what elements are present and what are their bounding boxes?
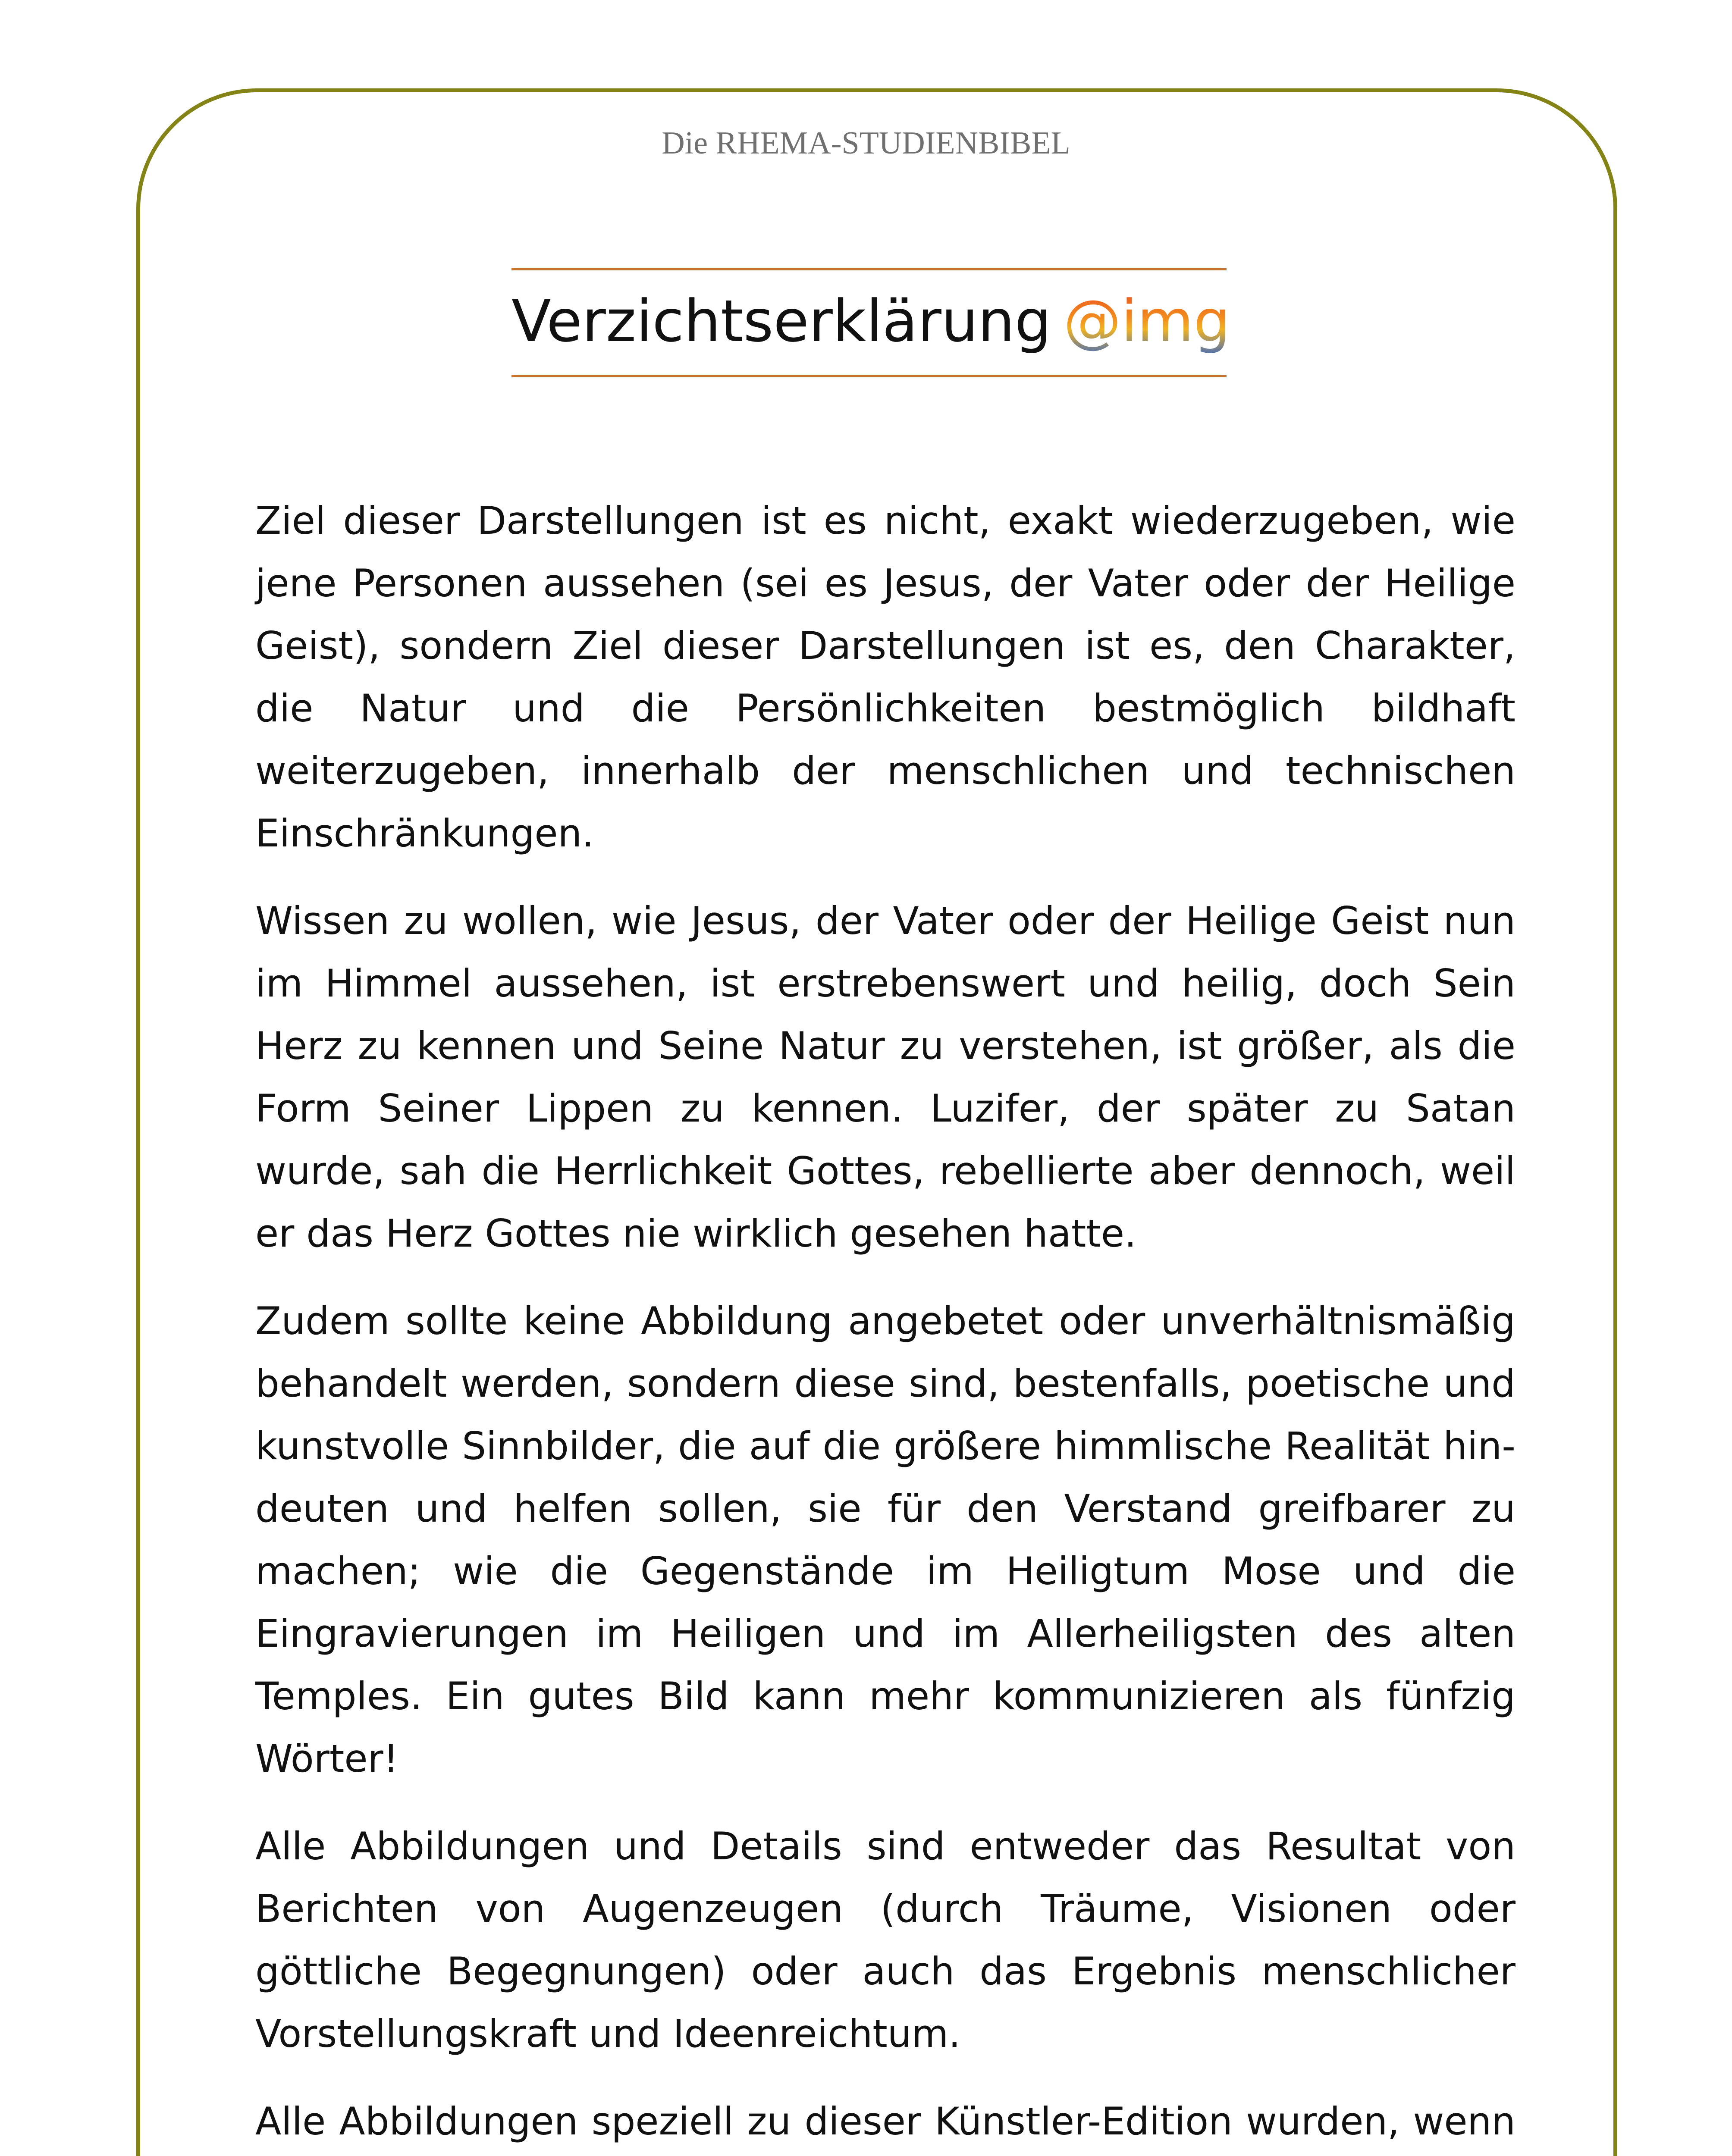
brand-mark: @img [1063,288,1230,355]
paragraph-3: Zudem sollte keine Abbildung angebetet oder unverhältnismäßig behandelt werden, sondern diese sind, bestenfalls, poetische und kunstvolle Sinnbilder, die auf die größere himmlische Realität hindeuten und helfen sollen, sie für den Verstand greifbarer zu machen; wie die Gegenstände im Heiligtum Mose und die Eingravierungen im Heiligen und im Allerheiligsten des alten Temples. Ein gutes Bild kann mehr kommunizieren als fünfzig Wörter! [255,1299,1516,1781]
running-header: Die RHEMA-STUDIENBIBEL [662,125,1070,161]
title-rule-bottom [511,375,1227,377]
body-text [255,489,1516,2156]
title-rule-top [511,268,1227,270]
paragraph-4: Alle Abbildungen und Details sind entweder das Resultat von Berichten von Augenzeugen (durch Träume, Visionen oder göttliche Begegnungen) oder auch das Ergebnis menschlicher Vorstellungskraft und Ideenreichtum. [255,1824,1516,2056]
paragraph-1: Ziel dieser Darstellungen ist es nicht, exakt wiederzugeben, wie jene Personen aussehen (sei es Jesus, der Vater oder der Heilige Geist), sondern Ziel dieser Darstellungen ist es, den Charakter, die Natur und die Persönlichkeiten bestmöglich bildhaft weiterzugeben, innerhalb der menschlichen und technischen Einschränkungen. [255,498,1516,856]
page-title [511,282,1230,360]
page-title-text: Verzichtserklärung [511,288,1051,355]
paragraph-5: Alle Abbildungen speziell zu dieser Künstler-Edition wurden, wenn [255,2099,1516,2143]
paragraph-2: Wissen zu wollen, wie Jesus, der Vater oder der Heilige Geist nun im Himmel aussehen, ist erstrebenswert und heilig, doch Sein Herz zu kennen und Seine Natur zu verstehen, ist größer, als die Form Seiner Lippen zu kennen. Luzifer, der später zu Satan wurde, sah die Herrlichkeit Gottes, rebellierte aber dennoch, weil er das Herz Gottes nie wirklich gesehen hatte. [255,899,1516,1256]
